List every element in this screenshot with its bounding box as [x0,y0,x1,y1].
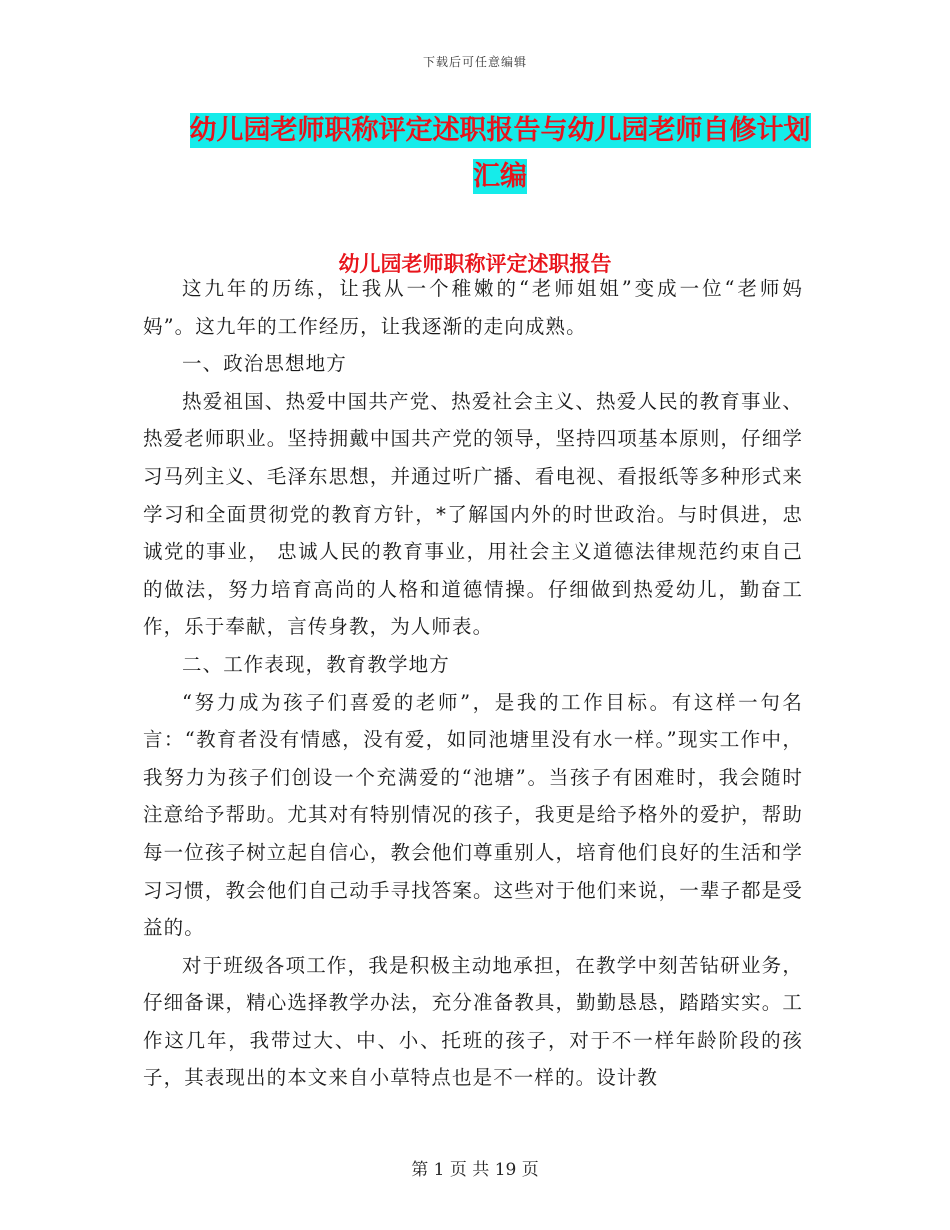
paragraph-politics: 热爱祖国、热爱中国共产党、热爱社会主义、热爱人民的教育事业、热爱老师职业。坚持拥戴中国共产党的领导，坚持四项基本原则，仔细学习马列主义、毛泽东思想，并通过听广播、看电视、看报纸等多种形式来学习和全面贯彻党的教育方针，*了解国内外的时世政治。与时俱进，忠诚党的事业， 忠诚人民的教育事业，用社会主义道德法律规范约束自己的做法，努力培育高尚的人格和道德情操。仔细做到热爱幼儿，勤奋工作，乐于奉献，言传身教，为人师表。 [143,389,803,639]
section-title: 幼儿园老师职称评定述职报告 [338,252,612,276]
paragraph-class-work: 对于班级各项工作，我是积极主动地承担，在教学中刻苦钻研业务，仔细备课，精心选择教学办法，充分准备教具，勤勤恳恳，踏踏实实。工作这几年，我带过大、中、小、托班的孩子，对于不一样年龄阶段的孩子，其表现出的本文来自小草特点也是不一样的。设计教 [143,953,803,1090]
heading-politics: 一、政治思想地方 [182,352,347,376]
document-title [185,108,815,200]
paragraph-work-goal: “努力成为孩子们喜爱的老师”，是我的工作目标。有这样一句名言：“教育者没有情感，没有爱，如同池塘里没有水一样。”现实工作中，我努力为孩子们创设一个充满爱的“池塘”。当孩子有困难时，我会随时注意给予帮助。尤其对有特别情况的孩子，我更是给予格外的爱护，帮助每一位孩子树立起自信心，教会他们尊重别人，培育他们良好的生活和学习习惯，教会他们自己动手寻找答案。这些对于他们来说，一辈子都是受益的。 [143,690,803,940]
header-note: 下载后可任意编辑 [422,55,527,69]
heading-work: 二、工作表现，教育教学地方 [182,652,450,676]
document-title-text: 幼儿园老师职称评定述职报告与幼儿园老师自修计划汇编 [189,115,811,192]
document-body [143,270,803,1097]
paragraph-intro: 这九年的历练，让我从一个稚嫩的“老师姐姐”变成一位“老师妈妈”。这九年的工作经历，让我逐渐的走向成熟。 [143,277,803,338]
page-footer: 第 1 页 共 19 页 [411,1160,539,1180]
